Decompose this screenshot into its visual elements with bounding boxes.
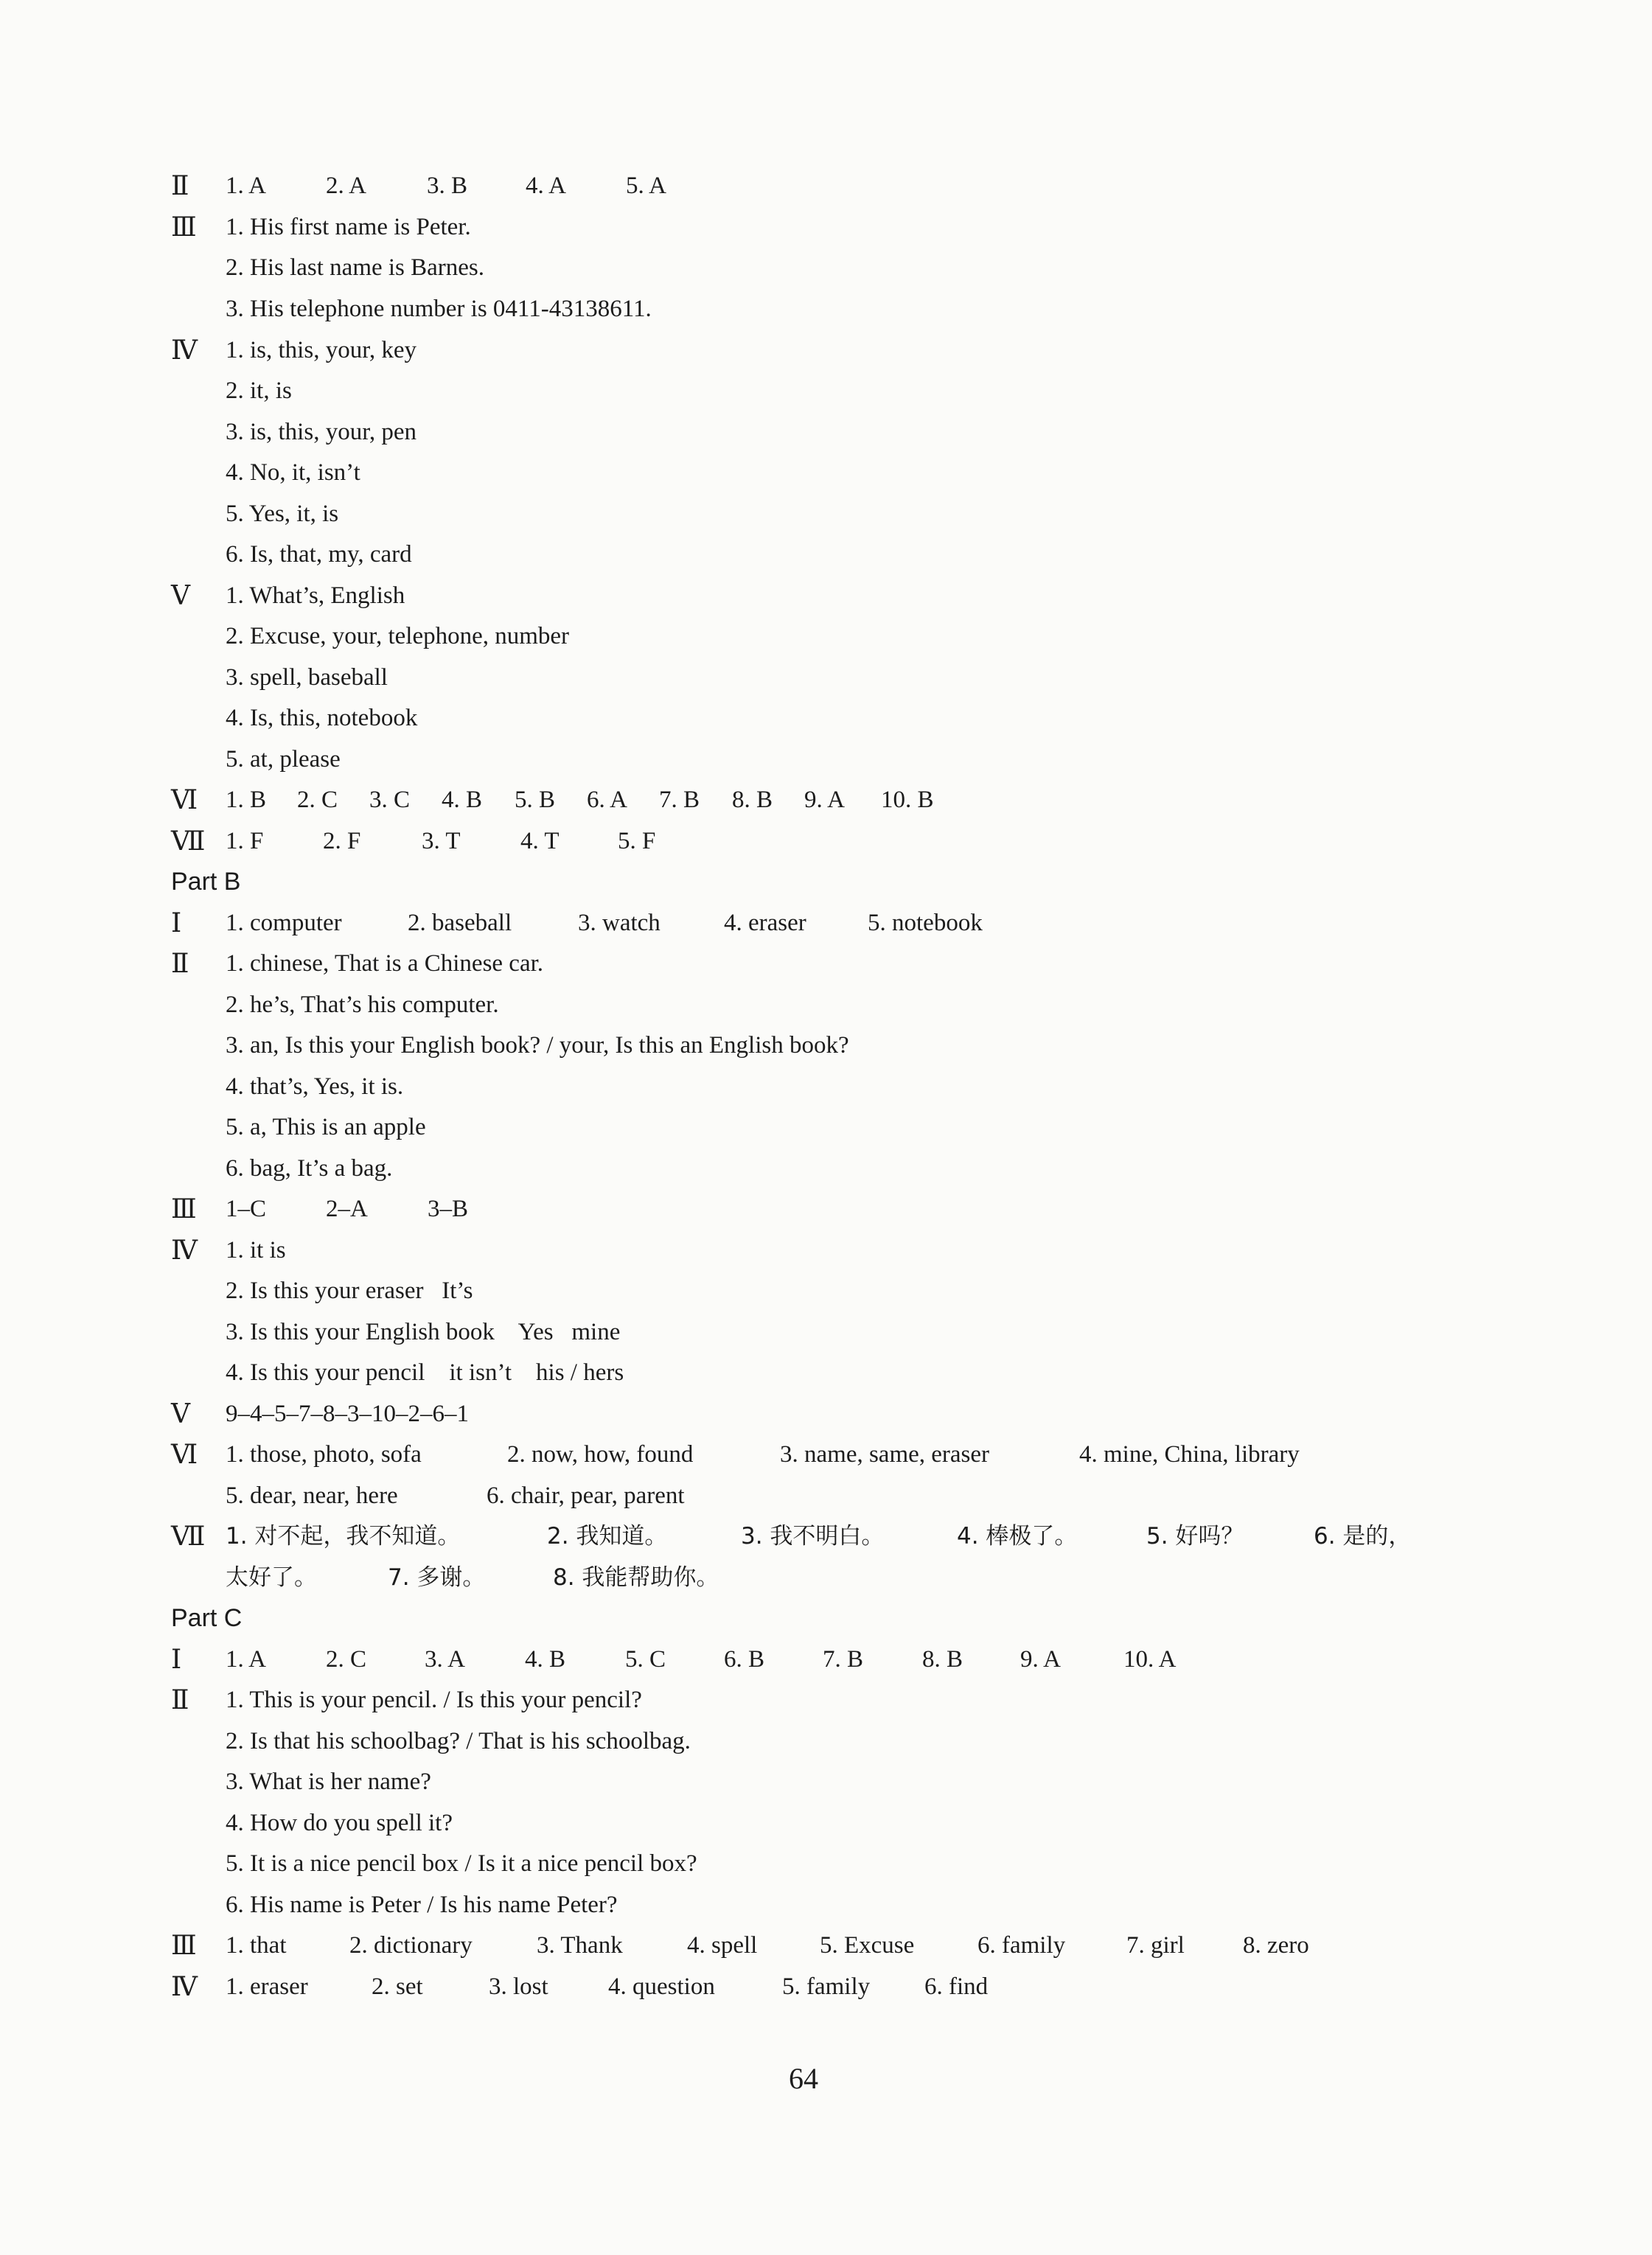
answer-item: 4. B (442, 787, 483, 813)
section-numeral: Ⅱ (171, 171, 188, 201)
answer-line: 5. a, This is an apple (226, 1114, 426, 1140)
answer-item: 4. spell (687, 1932, 758, 1959)
answer-item: 7. 多谢。 (388, 1564, 486, 1591)
section-numeral: Ⅲ (171, 1931, 195, 1960)
answer-line: 2. His last name is Barnes. (226, 254, 485, 281)
section-numeral: Ⅱ (171, 1685, 188, 1715)
answer-line: 4. No, it, isn’t (226, 459, 360, 486)
section-numeral: Ⅳ (171, 1972, 196, 2001)
answer-item: 3. C (369, 787, 411, 813)
answer-item: 5. C (625, 1646, 666, 1673)
answer-item: 1. F (226, 828, 264, 854)
answer-item: 4. 棒极了。 (957, 1523, 1078, 1550)
answer-item: 7. B (823, 1646, 864, 1673)
section-numeral: Ⅵ (171, 785, 197, 815)
answer-item: 2. now, how, found (507, 1441, 694, 1468)
answer-line: 1. chinese, That is a Chinese car. (226, 950, 544, 977)
answer-item: 3. B (427, 172, 468, 199)
answer-line: 3. is, this, your, pen (226, 419, 417, 445)
part-c-heading: Part C (171, 1604, 243, 1632)
answer-item: 4. eraser (724, 910, 806, 936)
answer-item: 5. family (782, 1973, 871, 2000)
answer-item: 4. A (526, 172, 567, 199)
answer-item: 6. 是的， (1314, 1523, 1412, 1550)
answer-item: 3–B (428, 1196, 469, 1222)
answer-line: 1. is, this, your, key (226, 337, 417, 363)
answer-line: 4. How do you spell it? (226, 1810, 453, 1836)
section-numeral: Ⅳ (171, 335, 196, 365)
answer-item: 9. A (1020, 1646, 1062, 1673)
answer-item: 1. eraser (226, 1973, 308, 2000)
answer-item: 3. watch (578, 910, 661, 936)
answer-item: 5. dear, near, here (226, 1482, 398, 1509)
answer-line: 3. spell, baseball (226, 664, 388, 691)
answer-line: 3. an, Is this your English book? / your, Is this an English book? (226, 1032, 849, 1059)
answer-item: 4. question (608, 1973, 715, 2000)
answer-line: 6. Is, that, my, card (226, 541, 412, 568)
answer-item: 3. A (425, 1646, 466, 1673)
answer-item: 5. A (626, 172, 667, 199)
answer-item: 8. B (922, 1646, 963, 1673)
answer-line: 3. What is her name? (226, 1768, 431, 1795)
answer-line: 3. His telephone number is 0411-43138611. (226, 296, 652, 322)
section-numeral: Ⅲ (171, 212, 195, 242)
answer-item: 2. set (372, 1973, 423, 2000)
answer-line: 4. Is, this, notebook (226, 705, 418, 731)
answer-line: 3. Is this your English book Yes mine (226, 1319, 621, 1345)
answer-line: 6. His name is Peter / Is his name Peter? (226, 1892, 618, 1918)
answer-line: 2. it, is (226, 377, 292, 404)
answer-line: 1. His first name is Peter. (226, 214, 471, 240)
part-b-heading: Part B (171, 868, 241, 896)
answer-item: 2. F (323, 828, 361, 854)
answer-item: 8. 我能帮助你。 (553, 1564, 719, 1591)
answer-item: 4. mine, China, library (1079, 1441, 1300, 1468)
answer-item: 6. A (587, 787, 628, 813)
answer-item: 2. 我知道。 (547, 1523, 668, 1550)
answer-line: 9–4–5–7–8–3–10–2–6–1 (226, 1401, 469, 1427)
answer-item: 6. find (924, 1973, 989, 2000)
answer-item: 6. family (977, 1932, 1066, 1959)
section-numeral: Ⅳ (171, 1235, 196, 1265)
answer-item: 1. 对不起，我不知道。 (226, 1523, 461, 1550)
page-number: 64 (789, 2062, 818, 2095)
answer-item: 2. C (297, 787, 338, 813)
answer-item: 1. that (226, 1932, 287, 1959)
answer-item: 5. F (618, 828, 656, 854)
section-numeral: Ⅴ (171, 1399, 189, 1429)
answer-item: 2. A (326, 172, 367, 199)
answer-line: 4. that’s, Yes, it is. (226, 1073, 404, 1100)
answer-line: 2. Is this your eraser It’s (226, 1278, 473, 1304)
answer-item: 6. chair, pear, parent (487, 1482, 685, 1509)
answer-item: 3. Thank (537, 1932, 623, 1959)
answer-item: 4. T (520, 828, 560, 854)
answer-line: 5. It is a nice pencil box / Is it a nice pencil box? (226, 1850, 697, 1877)
answer-item: 1. A (226, 172, 267, 199)
answer-item: 1. B (226, 787, 267, 813)
answer-item: 1–C (226, 1196, 267, 1222)
answer-line: 2. Excuse, your, telephone, number (226, 623, 570, 649)
answer-line: 5. at, please (226, 746, 341, 773)
answer-item: 7. girl (1126, 1932, 1185, 1959)
answer-item: 3. name, same, eraser (780, 1441, 990, 1468)
section-numeral: Ⅰ (171, 1645, 181, 1674)
answer-line: 5. Yes, it, is (226, 501, 339, 527)
answer-item: 1. computer (226, 910, 342, 936)
answer-item: 2. C (326, 1646, 367, 1673)
answer-item: 2–A (326, 1196, 368, 1222)
answer-item: 10. A (1123, 1646, 1177, 1673)
answer-line: 2. he’s, That’s his computer. (226, 991, 499, 1018)
answer-item: 10. B (881, 787, 934, 813)
section-numeral: Ⅶ (171, 826, 204, 856)
answer-item: 4. B (525, 1646, 566, 1673)
answer-item: 2. baseball (408, 910, 512, 936)
section-numeral: Ⅰ (171, 908, 181, 938)
section-numeral: Ⅴ (171, 581, 189, 610)
answer-line: 4. Is this your pencil it isn’t his / hers (226, 1359, 624, 1386)
answer-item: 1. A (226, 1646, 267, 1673)
answer-item: 5. Excuse (820, 1932, 915, 1959)
answer-line: 2. Is that his schoolbag? / That is his schoolbag. (226, 1728, 691, 1754)
answer-item: 3. 我不明白。 (741, 1523, 885, 1550)
answer-item: 8. B (732, 787, 773, 813)
answer-item: 2. dictionary (349, 1932, 473, 1959)
answer-item: 3. lost (489, 1973, 548, 2000)
answer-line: 1. What’s, English (226, 582, 405, 609)
answer-line: 1. This is your pencil. / Is this your pencil? (226, 1687, 642, 1713)
answer-item: 3. T (422, 828, 461, 854)
answer-item: 8. zero (1243, 1932, 1309, 1959)
answer-item: 5. notebook (868, 910, 983, 936)
answer-item: 9. A (804, 787, 846, 813)
answer-item: 1. those, photo, sofa (226, 1441, 422, 1468)
answer-line: 6. bag, It’s a bag. (226, 1155, 393, 1182)
answer-item: 5. B (515, 787, 556, 813)
answer-item: 太好了。 (226, 1564, 317, 1591)
answer-line: 1. it is (226, 1237, 286, 1264)
answer-item: 7. B (659, 787, 700, 813)
answer-item: 5. 好吗？ (1146, 1523, 1244, 1550)
section-numeral: Ⅱ (171, 949, 188, 978)
section-numeral: Ⅵ (171, 1440, 197, 1469)
answer-item: 6. B (724, 1646, 765, 1673)
section-numeral: Ⅲ (171, 1194, 195, 1224)
section-numeral: Ⅶ (171, 1522, 204, 1551)
